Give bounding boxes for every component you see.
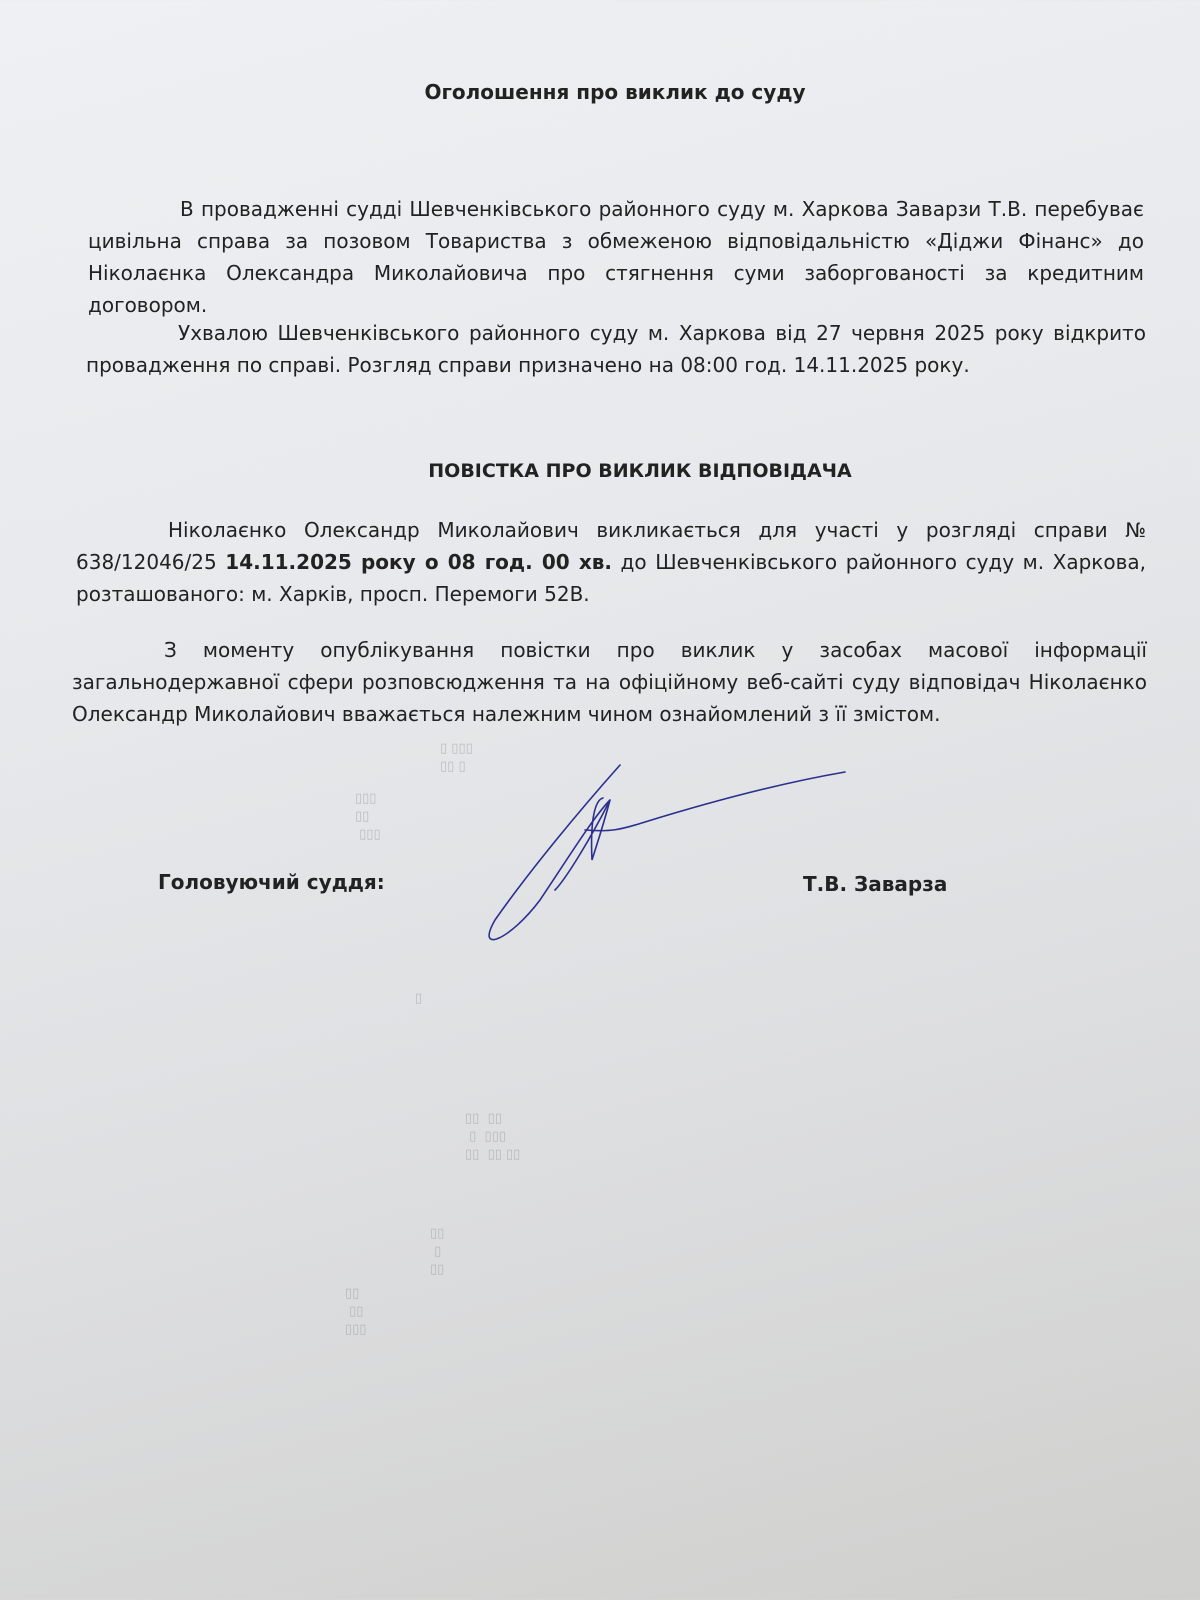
summons-paragraph-2-text: З моменту опублікування повістки про виклик у засобах масової інформації загальнодержавної сфери розповсюдження та на офіційному веб-сайті суду відповідач Ніколаєнко Олександр Миколайович вважається належним чином ознайомлений з її змістом.	[72, 638, 1147, 726]
signature-label: Головуючий суддя:	[158, 870, 385, 894]
hearing-datetime: 14.11.2025 року о 08 год. 00 хв.	[225, 550, 612, 574]
notice-paragraph-1-text: В провадженні судді Шевченківського районного суду м. Харкова Заварзи Т.В. перебуває цивільна справа за позовом Товариства з обмеженою відповідальністю «Діджи Фінанс» до Ніколаєнка Олександра Миколайовича про стягнення суми заборгованості за кредитним договором.	[88, 197, 1144, 317]
handwritten-signature	[470, 760, 850, 960]
summons-paragraph-1-start: Ніколаєнко Олександр Миколайович викликається для участі у розгляді справи № 638/12046/25	[76, 518, 1146, 574]
notice-paragraph-2	[86, 317, 1146, 381]
reverse-side-bleed: ▯▯ ▯ ▯▯	[430, 1226, 445, 1278]
reverse-side-bleed: ▯	[415, 991, 423, 1006]
reverse-side-bleed: ▯ ▯▯▯ ▯▯ ▯	[440, 741, 473, 775]
notice-paragraph-1	[88, 193, 1144, 321]
notice-paragraph-2-text: Ухвалою Шевченківського районного суду м. Харкова від 27 червня 2025 року відкрито провадження по справі. Розгляд справи призначено на 08:00 год. 14.11.2025 року.	[86, 321, 1146, 377]
summons-paragraph-1-end: до Шевченківського районного суду м. Харкова, розташованого: м. Харків, просп. Перемоги 52В.	[76, 550, 1147, 606]
summons-paragraph-1	[76, 514, 1146, 610]
notice-title: Оголошення про виклик до суду	[424, 80, 806, 104]
reverse-side-bleed: ▯▯▯ ▯▯ ▯▯▯	[355, 791, 381, 843]
judge-name: Т.В. Заварза	[803, 872, 948, 896]
summons-title: ПОВІСТКА ПРО ВИКЛИК ВІДПОВІДАЧА	[428, 460, 852, 482]
reverse-side-bleed: ▯▯ ▯▯ ▯ ▯▯▯ ▯▯ ▯▯ ▯▯	[465, 1111, 521, 1163]
summons-paragraph-2	[72, 634, 1147, 730]
reverse-side-bleed: ▯▯ ▯▯ ▯▯▯	[345, 1286, 367, 1338]
